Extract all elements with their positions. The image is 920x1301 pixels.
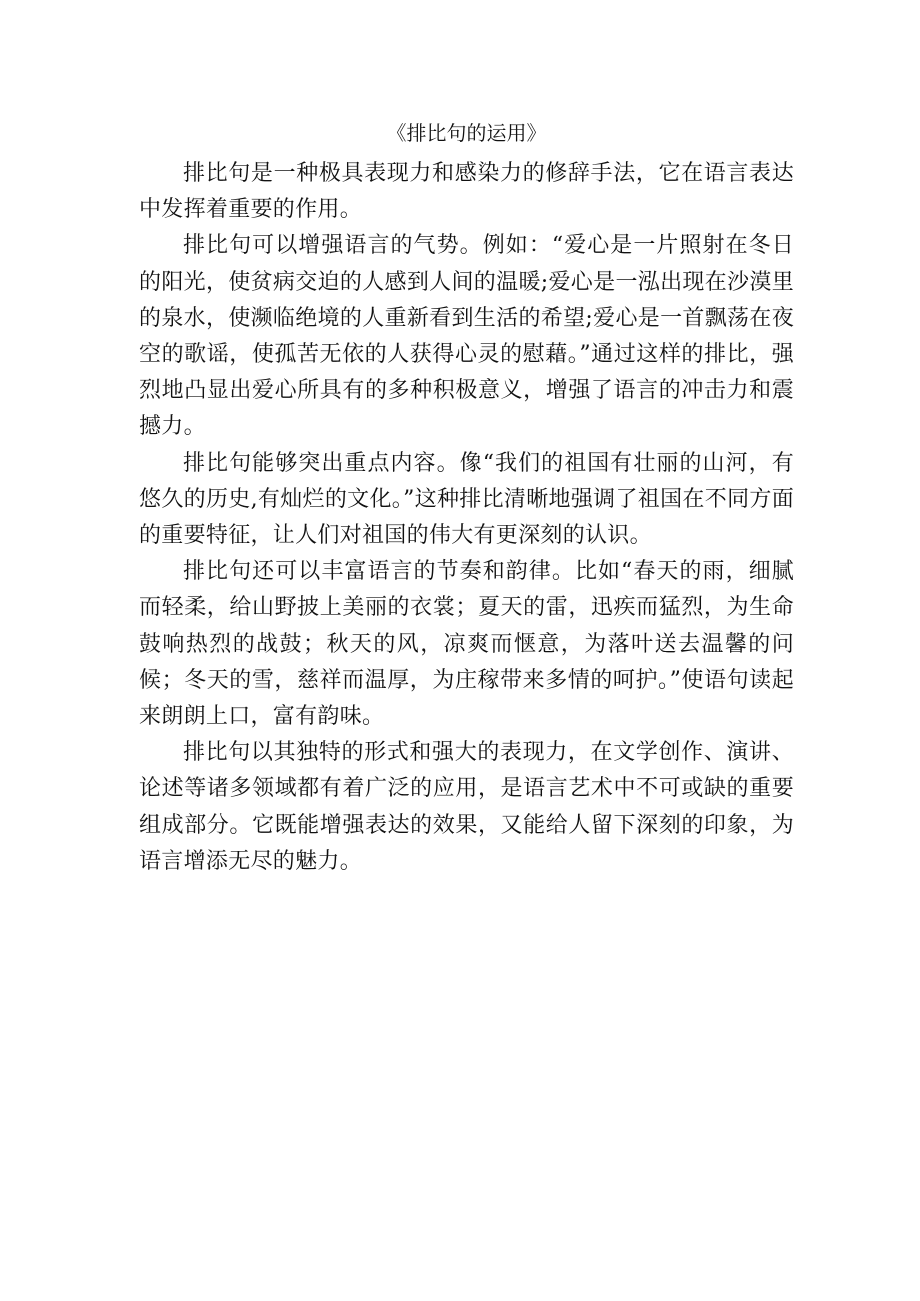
paragraph-rhythm: 排比句还可以丰富语言的节奏和韵律。比如“春天的雨，细腻而轻柔，给山野披上美丽的衣裳；夏天的雷，迅疾而猛烈，为生命鼓响热烈的战鼓；秋天的风，凉爽而惬意，为落叶送去温馨的问候；冬天的雪，慈祥而温厚，为庄稼带来多情的呵护。”使语句读起来朗朗上口，富有韵味。: [139, 559, 794, 730]
paragraph-conclusion: 排比句以其独特的形式和强大的表现力，在文学创作、演讲、论述等诸多领域都有着广泛的应用，是语言艺术中不可或缺的重要组成部分。它既能增强表达的效果，又能给人留下深刻的印象，为语言增添无尽的魅力。: [139, 740, 794, 874]
paragraph-emphasis: 排比句能够突出重点内容。像“我们的祖国有壮丽的山河，有悠久的历史,有灿烂的文化。”这种排比清晰地强调了祖国在不同方面的重要特征，让人们对祖国的伟大有更深刻的认识。: [139, 450, 794, 549]
document-page: [139, 118, 794, 880]
paragraph-intro: 排比句是一种极具表现力和感染力的修辞手法，它在语言表达中发挥着重要的作用。: [139, 161, 794, 223]
paragraph-momentum: 排比句可以增强语言的气势。例如：“爱心是一片照射在冬日的阳光，使贫病交迫的人感到人间的温暖;爱心是一泓出现在沙漠里的泉水，使濒临绝境的人重新看到生活的希望;爱心是一首飘荡在夜空的歌谣，使孤苦无依的人获得心灵的慰藉。”通过这样的排比，强烈地凸显出爱心所具有的多种积极意义，增强了语言的冲击力和震撼力。: [139, 233, 794, 440]
document-title: 《排比句的运用》: [386, 121, 547, 145]
